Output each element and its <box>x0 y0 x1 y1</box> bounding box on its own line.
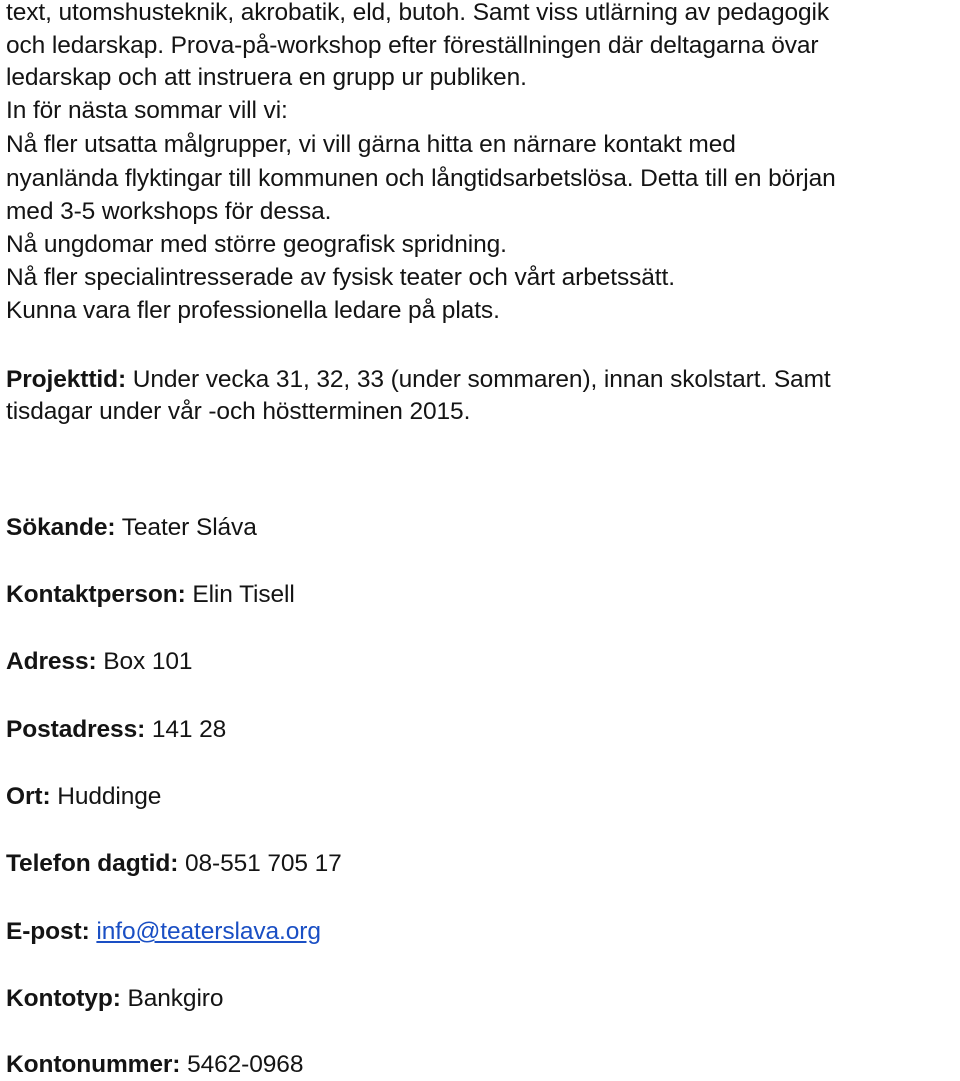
field-value: 08-551 705 17 <box>178 850 342 877</box>
field-kontonummer <box>6 1051 303 1079</box>
projekttid-line <box>6 366 831 394</box>
field-telefon <box>6 850 342 878</box>
field-value: Huddinge <box>50 783 162 810</box>
field-postadress <box>6 716 226 744</box>
field-value: 5462-0968 <box>180 1051 304 1078</box>
field-label: Postadress: <box>6 716 146 743</box>
field-value: Teater Sláva <box>115 514 257 541</box>
field-label: Adress: <box>6 648 97 675</box>
field-label: Ort: <box>6 783 51 810</box>
field-kontaktperson <box>6 581 295 609</box>
projekttid-value: Under vecka 31, 32, 33 (under sommaren), innan skolstart. Samt <box>126 366 831 393</box>
projekttid-label: Projekttid: <box>6 366 127 393</box>
field-value: 141 28 <box>145 716 227 743</box>
field-label: Kontotyp: <box>6 985 121 1012</box>
body-line: ledarskap och att instruera en grupp ur publiken. <box>6 64 527 91</box>
body-line: text, utomshusteknik, akrobatik, eld, butoh. Samt viss utlärning av pedagogik <box>6 0 830 26</box>
body-line: med 3-5 workshops för dessa. <box>6 198 332 225</box>
field-label: Kontaktperson: <box>6 581 186 608</box>
field-value: Box 101 <box>96 648 193 675</box>
field-label: Sökande: <box>6 514 116 541</box>
projekttid-line-2: tisdagar under vår -och höstterminen 2015. <box>6 398 471 425</box>
field-label: Kontonummer: <box>6 1051 181 1078</box>
field-value: Elin Tisell <box>185 581 295 608</box>
field-value: Bankgiro <box>120 985 224 1012</box>
field-epost <box>6 918 321 946</box>
body-line: Nå fler utsatta målgrupper, vi vill gärna hitta en närnare kontakt med <box>6 131 736 158</box>
body-line: Nå ungdomar med större geografisk spridning. <box>6 231 507 258</box>
field-kontotyp <box>6 985 223 1013</box>
field-label: Telefon dagtid: <box>6 850 179 877</box>
body-line: Kunna vara fler professionella ledare på plats. <box>6 297 500 324</box>
email-link[interactable]: info@teaterslava.org <box>96 918 321 945</box>
body-line: nyanlända flyktingar till kommunen och långtidsarbetslösa. Detta till en början <box>6 165 836 192</box>
field-ort <box>6 783 161 811</box>
body-line: och ledarskap. Prova-på-workshop efter föreställningen där deltagarna övar <box>6 32 819 59</box>
body-line: Nå fler specialintresserade av fysisk teater och vårt arbetssätt. <box>6 264 675 291</box>
body-line: In för nästa sommar vill vi: <box>6 97 288 124</box>
field-adress <box>6 648 192 676</box>
field-sokande <box>6 514 257 542</box>
field-label: E-post: <box>6 918 90 945</box>
